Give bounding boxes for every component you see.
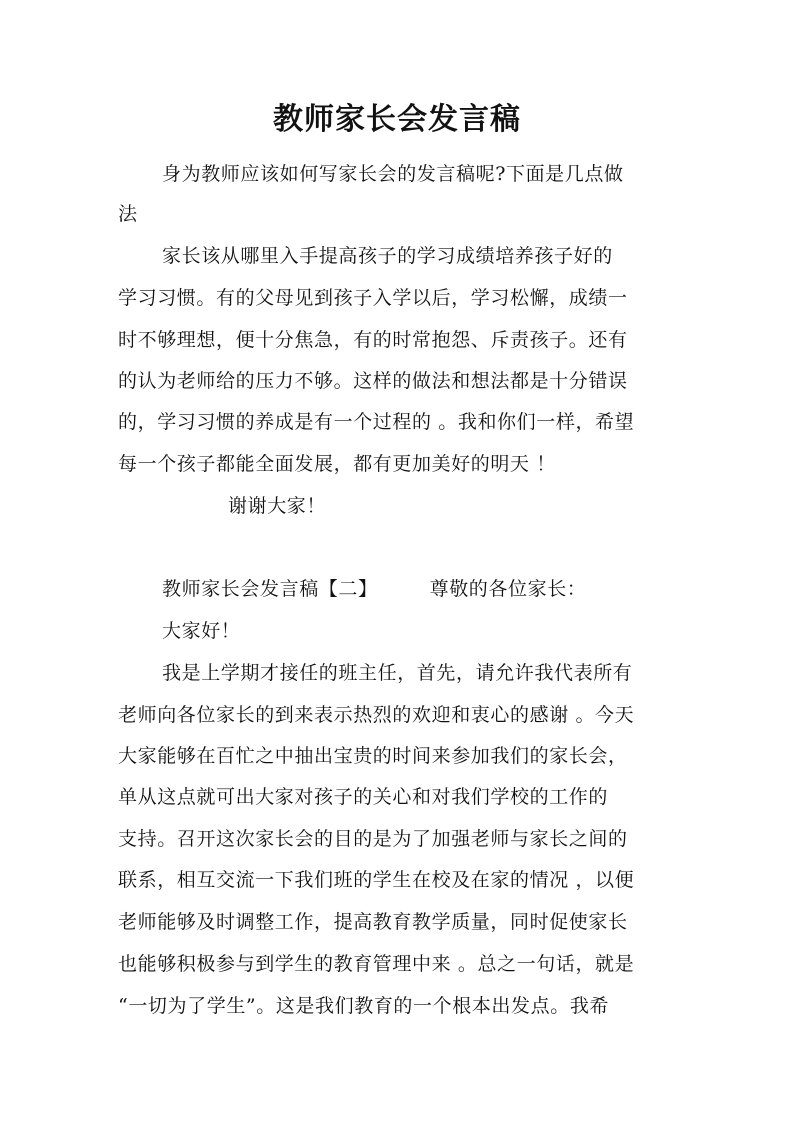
paragraph-line: 家长该从哪里入手提高孩子的学习成绩培养孩子好的 xyxy=(162,245,613,267)
paragraph-line: 的认为老师给的压力不够。这样的做法和想法都是十分错误 xyxy=(118,370,628,392)
section-heading: 教师家长会发言稿【二】 xyxy=(162,578,378,600)
document-title: 教师家长会发言稿 xyxy=(273,102,521,137)
paragraph-line: 单从这点就可出大家对孩子的关心和对我们学校的工作的 xyxy=(118,786,609,808)
paragraph-line: “一切为了学生”。这是我们教育的一个根本出发点。我希 xyxy=(118,995,610,1017)
paragraph-line: 也能够积极参与到学生的教育管理中来 。总之一句话，就是 xyxy=(118,953,635,975)
paragraph-line: 法 xyxy=(118,203,138,225)
section-heading-line xyxy=(162,575,586,603)
paragraph-line: 每一个孩子都能全面发展，都有更加美好的明天 ！ xyxy=(118,453,556,475)
paragraph-line: 的，学习习惯的养成是有一个过程的 。我和你们一样，希望 xyxy=(118,411,635,433)
paragraph-line: 身为教师应该如何写家长会的发言稿呢?下面是几点做 xyxy=(162,163,624,185)
paragraph-line: 我是上学期才接任的班主任，首先，请允许我代表所有 xyxy=(162,662,633,684)
salutation: 尊敬的各位家长： xyxy=(429,578,587,600)
paragraph-line: 支持。召开这次家长会的目的是为了加强老师与家长之间的 xyxy=(118,828,628,850)
paragraph-line: 学习习惯。有的父母见到孩子入学以后，学习松懈，成绩一 xyxy=(118,287,628,309)
paragraph-line: 老师向各位家长的到来表示热烈的欢迎和衷心的感谢 。今天 xyxy=(118,704,635,726)
paragraph-line: 老师能够及时调整工作，提高教育教学质量，同时促使家长 xyxy=(118,911,628,933)
closing-thanks: 谢谢大家！ xyxy=(228,495,327,517)
paragraph-line: 大家能够在百忙之中抽出宝贵的时间来参加我们的家长会， xyxy=(118,745,628,767)
greeting: 大家好！ xyxy=(162,620,241,642)
paragraph-line: 联系，相互交流一下我们班的学生在校及在家的情况 ，以便 xyxy=(118,869,635,891)
paragraph-line: 时不够理想，便十分焦急，有的时常抱怨、斥责孩子。还有 xyxy=(118,329,628,351)
